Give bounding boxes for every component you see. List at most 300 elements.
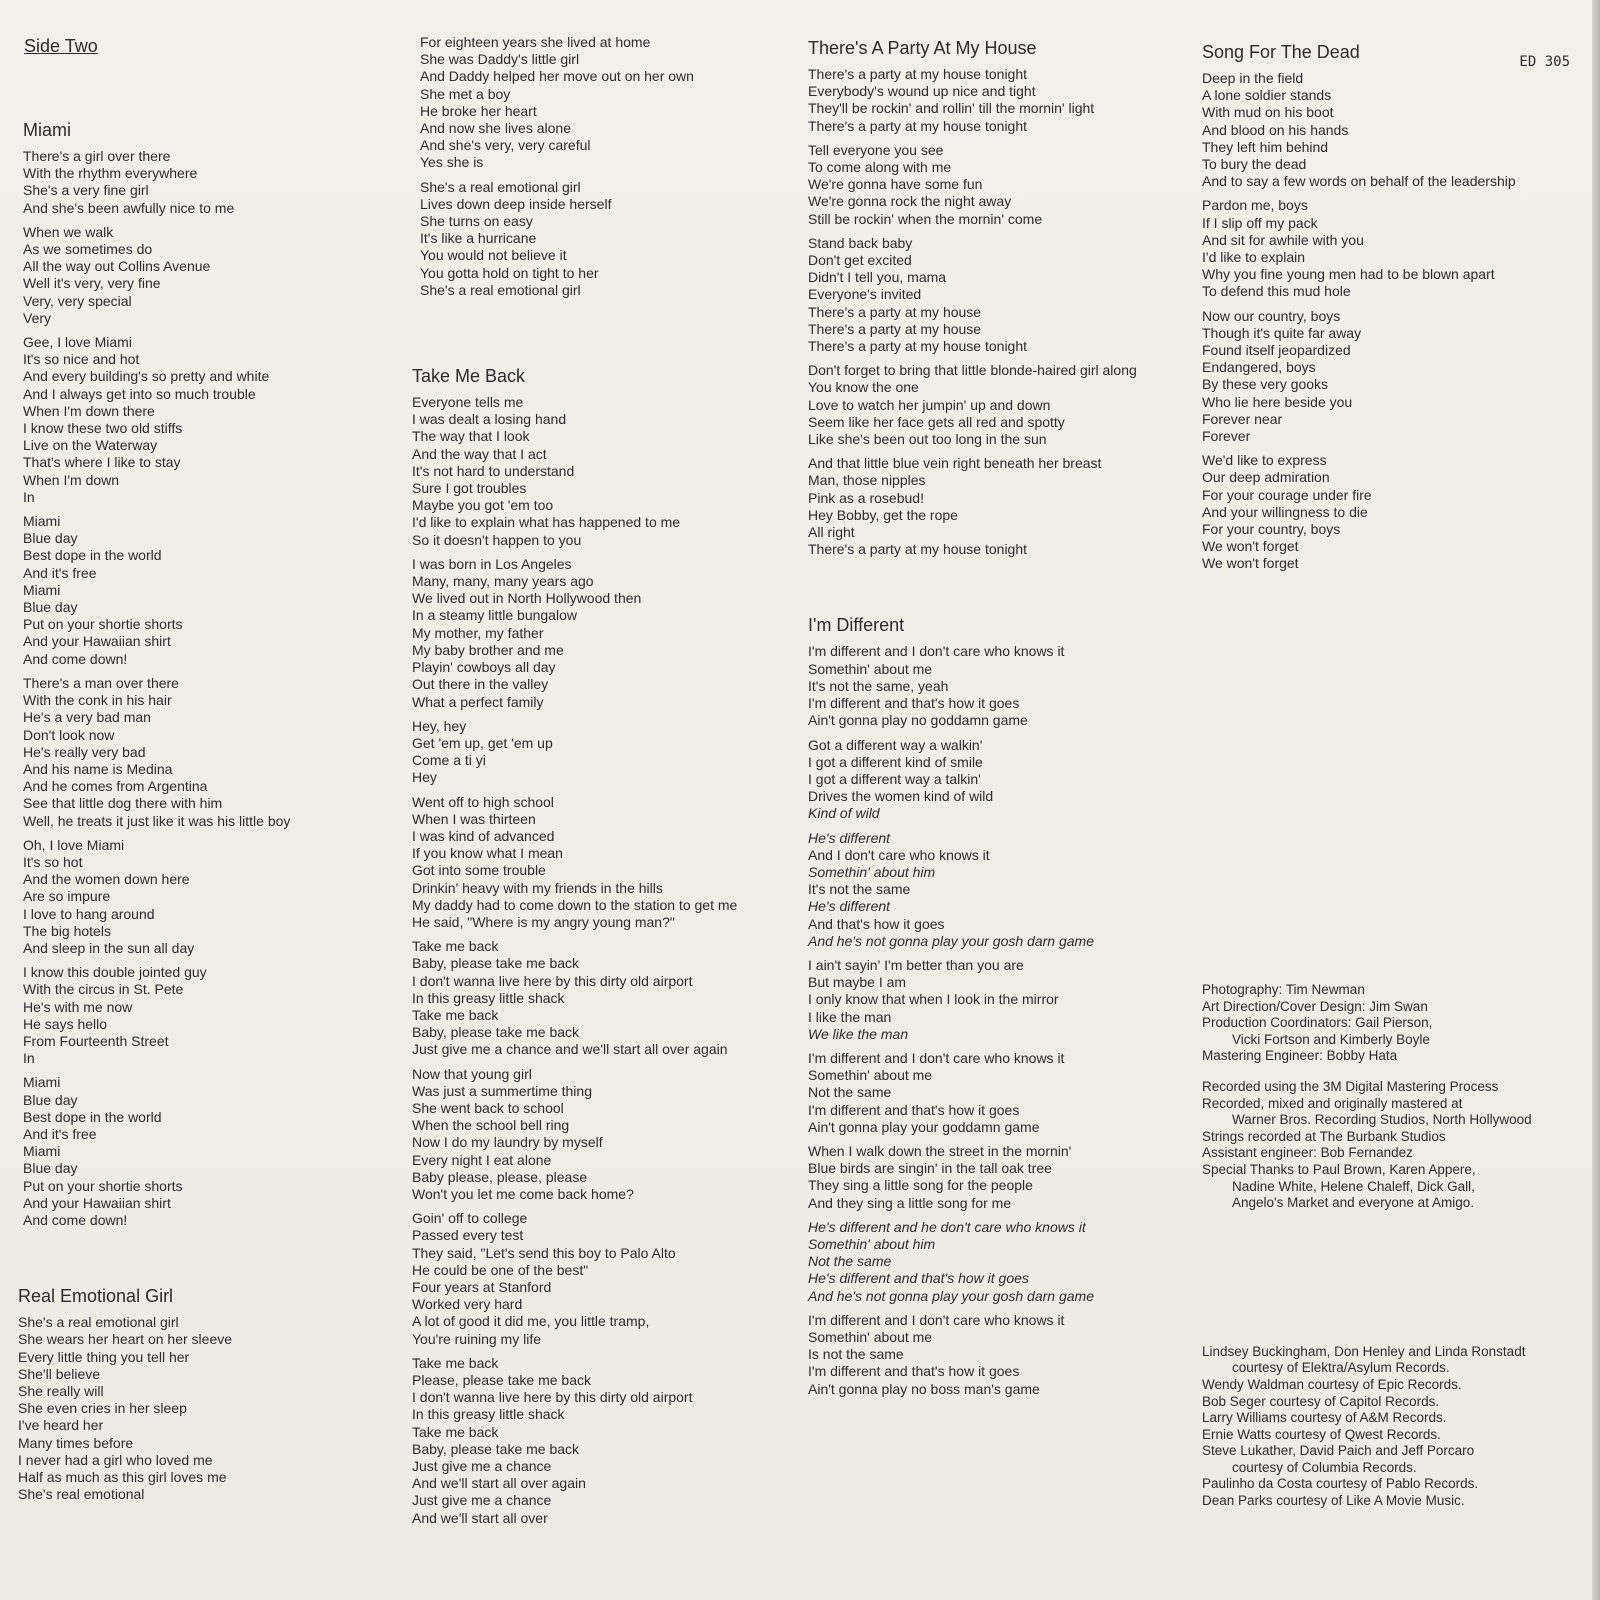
- lyric-line: Ain't gonna play no boss man's game: [808, 1380, 1040, 1397]
- lyric-line: If you know what I mean: [412, 845, 563, 862]
- lyric-line: Blue day: [23, 1160, 78, 1177]
- lyric-line: Not the same: [808, 1084, 892, 1101]
- lyric-line: And he's not gonna play your gosh darn game: [808, 932, 1094, 949]
- lyric-line: We like the man: [808, 1025, 909, 1042]
- lyric-line: Got a different way a walkin': [808, 736, 983, 753]
- lyric-line: That's where I like to stay: [23, 454, 181, 471]
- lyric-line: Still be rockin' when the mornin' come: [808, 210, 1043, 227]
- lyric-line: Best dope in the world: [23, 1108, 162, 1125]
- lyric-line: Every night I eat alone: [412, 1151, 552, 1168]
- stanza: [1202, 197, 1582, 300]
- stanza: [412, 556, 802, 711]
- lyric-line: I'd like to explain what has happened to me: [412, 514, 681, 531]
- lyric-line: And your willingness to die: [1202, 503, 1368, 520]
- lyric-line: There's a party at my house: [808, 303, 982, 320]
- stanza: [412, 938, 802, 1058]
- lyric-line: Now I do my laundry by myself: [412, 1134, 603, 1151]
- lyric-line: The way that I look: [412, 428, 530, 445]
- stanza: [412, 1210, 802, 1348]
- lyric-line: I was born in Los Angeles: [412, 555, 572, 572]
- lyric-line: Everyone tells me: [412, 394, 524, 411]
- lyric-line: Very, very special: [23, 292, 132, 309]
- lyric-line: You're ruining my life: [412, 1330, 542, 1347]
- lyric-line: My daddy had to come down to the station to get me: [412, 896, 738, 913]
- lyric-line: We're gonna rock the night away: [808, 193, 1012, 210]
- lyric-line: He's different: [808, 829, 891, 846]
- lyric-line: And come down!: [23, 1211, 128, 1228]
- lyric-line: And come down!: [23, 650, 128, 667]
- lyric-line: Went off to high school: [412, 793, 554, 810]
- lyric-line: Pardon me, boys: [1202, 197, 1308, 214]
- lyric-line: Hey: [412, 769, 437, 786]
- song-title-real-emotional-girl: Real Emotional Girl: [18, 1286, 174, 1307]
- lyric-line: And we'll start all over again: [412, 1475, 586, 1492]
- lyric-line: And she's very, very careful: [420, 137, 591, 154]
- credit-line: Dean Parks courtesy of Like A Movie Music.: [1202, 1493, 1465, 1509]
- lyric-line: Not the same: [808, 1253, 892, 1270]
- lyric-line: What a perfect family: [412, 693, 544, 710]
- column-2: [412, 0, 802, 1534]
- stanza: [412, 1066, 802, 1204]
- lyric-line: Endangered, boys: [1202, 359, 1316, 376]
- lyric-line: Now that young girl: [412, 1065, 532, 1082]
- lyric-line: It's not hard to understand: [412, 462, 575, 479]
- lyric-line: Half as much as this girl loves me: [18, 1469, 227, 1486]
- stanza: [23, 964, 408, 1067]
- lyric-line: Many times before: [18, 1434, 134, 1451]
- lyric-line: I'm different and I don't care who knows it: [808, 643, 1065, 660]
- lyric-line: With the circus in St. Pete: [23, 981, 184, 998]
- lyric-line: She's a real emotional girl: [420, 281, 581, 298]
- credit-line: Lindsey Buckingham, Don Henley and Linda Ronstadt: [1202, 1343, 1526, 1359]
- lyric-line: I know this double jointed guy: [23, 964, 207, 981]
- lyric-line: To defend this mud hole: [1202, 283, 1351, 300]
- lyric-line: Everyone's invited: [808, 286, 922, 303]
- stanza: [808, 830, 1198, 950]
- lyric-line: Many, many, many years ago: [412, 573, 594, 590]
- lyric-line: Playin' cowboys all day: [412, 659, 556, 676]
- lyric-line: In this greasy little shack: [412, 1406, 565, 1423]
- lyric-line: There's a girl over there: [23, 148, 171, 164]
- lyric-line: My mother, my father: [412, 624, 544, 641]
- lyric-line: It's like a hurricane: [420, 230, 537, 247]
- lyric-line: Just give me a chance and we'll start all over again: [412, 1041, 728, 1058]
- lyric-line: Gee, I love Miami: [23, 334, 132, 351]
- lyric-line: And they sing a little song for me: [808, 1194, 1012, 1211]
- lyric-line: He could be one of the best": [412, 1261, 589, 1278]
- lyric-line: She's a real emotional girl: [18, 1314, 179, 1331]
- lyric-line: From Fourteenth Street: [23, 1032, 169, 1049]
- song-title-different: I'm Different: [808, 615, 905, 636]
- lyric-line: Now our country, boys: [1202, 307, 1341, 324]
- stanza: [23, 837, 408, 957]
- lyric-line: She's real emotional: [18, 1486, 145, 1503]
- lyric-line: And he's not gonna play your gosh darn game: [808, 1287, 1094, 1304]
- lyric-line: Drives the women kind of wild: [808, 788, 994, 805]
- lyric-line: We lived out in North Hollywood then: [412, 590, 642, 607]
- song-title-miami: Miami: [23, 120, 71, 140]
- lyric-line: In: [23, 1050, 35, 1067]
- lyric-line: Though it's quite far away: [1202, 324, 1362, 341]
- lyric-line: I was dealt a losing hand: [412, 411, 567, 428]
- lyric-line: And we'll start all over: [412, 1509, 548, 1526]
- lyric-line: Sure I got troubles: [412, 480, 527, 497]
- lyric-line: You would not believe it: [420, 247, 567, 264]
- lyric-line: With the conk in his hair: [23, 692, 172, 709]
- lyric-line: My baby brother and me: [412, 641, 564, 658]
- lyric-line: He broke her heart: [420, 102, 537, 119]
- lyric-line: Don't look now: [23, 726, 115, 743]
- lyric-line: You gotta hold on tight to her: [420, 264, 599, 281]
- stanza: [420, 179, 802, 299]
- lyric-line: Lives down deep inside herself: [420, 195, 612, 212]
- lyric-line: With the rhythm everywhere: [23, 165, 198, 182]
- lyric-line: Take me back: [412, 1354, 499, 1371]
- credit-line: Recorded, mixed and originally mastered at: [1202, 1095, 1463, 1111]
- column-4: [1202, 0, 1582, 1509]
- lyric-line: I like the man: [808, 1008, 892, 1025]
- lyric-line: When I was thirteen: [412, 810, 536, 827]
- lyric-line: And she's been awfully nice to me: [23, 199, 235, 216]
- lyric-line: It's so hot: [23, 853, 83, 870]
- lyric-line: And sleep in the sun all day: [23, 939, 195, 956]
- lyric-line: When we walk: [23, 223, 114, 240]
- lyric-line: Take me back: [412, 1423, 499, 1440]
- credit-line: Mastering Engineer: Bobby Hata: [1202, 1048, 1398, 1064]
- catalog-number: ED 305: [1519, 54, 1570, 70]
- lyric-line: Was just a summertime thing: [412, 1082, 592, 1099]
- lyric-line: And it's free: [23, 564, 97, 581]
- stanza: [412, 794, 802, 932]
- lyric-line: He's with me now: [23, 998, 133, 1015]
- lyric-line: In: [23, 488, 35, 505]
- lyric-line: We'd like to express: [1202, 452, 1327, 469]
- lyric-line: Is not the same: [808, 1346, 904, 1363]
- lyric-line: He said, "Where is my angry young man?": [412, 913, 675, 930]
- lyric-line: Hey Bobby, get the rope: [808, 506, 958, 523]
- lyric-line: There's a party at my house tonight: [808, 117, 1028, 134]
- credits: [1202, 982, 1582, 1524]
- credits-recording: [1202, 1079, 1582, 1212]
- lyric-line: I never had a girl who loved me: [18, 1451, 213, 1468]
- lyric-line: He's different: [808, 898, 891, 915]
- lyric-line: The big hotels: [23, 922, 111, 939]
- stanza: [412, 718, 802, 787]
- lyric-line: There's a party at my house tonight: [808, 66, 1028, 82]
- credits-courtesy: [1202, 1344, 1582, 1510]
- lyric-line: Well, he treats it just like it was his little boy: [23, 812, 291, 829]
- lyric-line: See that little dog there with him: [23, 795, 223, 812]
- lyric-line: Didn't I tell you, mama: [808, 269, 947, 286]
- stanza: [808, 455, 1198, 558]
- column-1: [18, 0, 408, 1510]
- lyric-line: He's a very bad man: [23, 709, 151, 726]
- lyric-line: I ain't sayin' I'm better than you are: [808, 956, 1024, 973]
- lyric-line: Take me back: [412, 1006, 499, 1023]
- lyric-line: I've heard her: [18, 1417, 104, 1434]
- lyric-line: I'm different and that's how it goes: [808, 1101, 1020, 1118]
- lyric-line: Drinkin' heavy with my friends in the hills: [412, 879, 663, 896]
- lyric-line: And that little blue vein right beneath her breast: [808, 455, 1102, 472]
- credit-line: Angelo's Market and everyone at Amigo.: [1232, 1195, 1474, 1211]
- sleeve-edge: [1592, 0, 1600, 1600]
- stanza: [23, 334, 408, 506]
- lyric-line: She's a real emotional girl: [420, 178, 581, 195]
- stanza: [808, 66, 1198, 135]
- lyric-line: Baby, please take me back: [412, 955, 580, 972]
- lyric-line: For your country, boys: [1202, 521, 1341, 538]
- stanza: [808, 1050, 1198, 1136]
- lyric-line: She went back to school: [412, 1099, 564, 1116]
- lyric-line: And his name is Medina: [23, 760, 173, 777]
- song-title-party: There's A Party At My House: [808, 38, 1037, 58]
- credit-line: Paulinho da Costa courtesy of Pablo Records.: [1202, 1476, 1479, 1492]
- lyric-line: It's so nice and hot: [23, 351, 140, 368]
- lyric-line: Don't get excited: [808, 252, 912, 269]
- lyric-line: For your courage under fire: [1202, 486, 1372, 503]
- lyric-line: Ain't gonna play no goddamn game: [808, 712, 1028, 729]
- credits-production: [1202, 982, 1582, 1065]
- lyric-line: Pink as a rosebud!: [808, 489, 924, 506]
- lyric-line: By these very gooks: [1202, 376, 1329, 393]
- lyric-line: A lone soldier stands: [1202, 87, 1332, 104]
- lyric-line: To bury the dead: [1202, 156, 1307, 173]
- song-title-take-me-back: Take Me Back: [412, 366, 526, 387]
- lyric-line: And that's how it goes: [808, 915, 945, 932]
- lyric-line: Miami: [23, 1143, 61, 1160]
- stanza: [808, 362, 1198, 448]
- lyric-line: Baby, please take me back: [412, 1024, 580, 1041]
- lyric-line: All right: [808, 524, 855, 541]
- lyric-line: And blood on his hands: [1202, 121, 1349, 138]
- lyric-line: Found itself jeopardized: [1202, 342, 1351, 359]
- lyric-line: There's a man over there: [23, 674, 179, 691]
- lyric-line: For eighteen years she lived at home: [420, 34, 651, 50]
- lyric-line: Hey, hey: [412, 717, 467, 734]
- stanza: [23, 224, 408, 327]
- lyric-line: I know these two old stiffs: [23, 420, 183, 437]
- lyric-line: I love to hang around: [23, 905, 155, 922]
- lyrics-party: [808, 66, 1198, 558]
- lyric-line: And Daddy helped her move out on her own: [420, 68, 694, 85]
- stanza: [23, 675, 408, 830]
- lyric-line: We won't forget: [1202, 538, 1299, 555]
- stanza: [23, 513, 408, 668]
- lyrics-miami: [23, 148, 408, 1229]
- lyric-line: Yes she is: [420, 154, 484, 171]
- column-3: [808, 0, 1198, 1405]
- stanza: [808, 142, 1198, 228]
- lyric-line: I was kind of advanced: [412, 827, 555, 844]
- lyric-line: And your Hawaiian shirt: [23, 633, 171, 650]
- lyric-line: And it's free: [23, 1125, 97, 1142]
- lyric-line: And I don't care who knows it: [808, 846, 990, 863]
- stanza: [1202, 308, 1582, 446]
- stanza: [18, 1314, 408, 1503]
- lyric-line: Our deep admiration: [1202, 469, 1330, 486]
- lyric-line: Just give me a chance: [412, 1458, 552, 1475]
- lyric-line: She was Daddy's little girl: [420, 51, 580, 68]
- lyric-line: Maybe you got 'em too: [412, 497, 554, 514]
- lyric-line: Put on your shortie shorts: [23, 1177, 183, 1194]
- lyric-line: Ain't gonna play your goddamn game: [808, 1118, 1040, 1135]
- lyric-line: We won't forget: [1202, 555, 1299, 572]
- lyric-line: All the way out Collins Avenue: [23, 258, 211, 275]
- lyric-line: It's not the same, yeah: [808, 677, 949, 694]
- stanza: [1202, 452, 1582, 572]
- lyric-line: Every little thing you tell her: [18, 1348, 190, 1365]
- lyric-line: Got into some trouble: [412, 862, 546, 879]
- lyrics-dead: [1202, 70, 1582, 573]
- lyric-line: Somethin' about him: [808, 863, 936, 880]
- lyric-line: When I'm down there: [23, 402, 155, 419]
- credit-line: Production Coordinators: Gail Pierson,: [1202, 1015, 1433, 1031]
- lyric-line: Everybody's wound up nice and tight: [808, 83, 1036, 100]
- lyrics-different: [808, 643, 1198, 1397]
- lyric-line: He says hello: [23, 1015, 108, 1032]
- lyric-line: Why you fine young men had to be blown apart: [1202, 266, 1495, 283]
- lyric-line: You know the one: [808, 379, 919, 396]
- lyric-line: It's not the same: [808, 881, 911, 898]
- lyric-line: I don't wanna live here by this dirty old airport: [412, 1389, 693, 1406]
- stanza: [412, 394, 802, 549]
- stanza: [808, 1312, 1198, 1398]
- lyric-line: Miami: [23, 1074, 61, 1091]
- lyrics-real-emotional-girl-cont: [420, 34, 802, 299]
- credit-line: Photography: Tim Newman: [1202, 982, 1365, 997]
- lyric-line: In a steamy little bungalow: [412, 607, 577, 624]
- lyric-line: Somethin' about me: [808, 1329, 933, 1345]
- lyric-line: Passed every test: [412, 1227, 524, 1244]
- stanza: [808, 643, 1198, 729]
- lyric-line: Miami: [23, 581, 61, 598]
- lyric-line: I only know that when I look in the mirror: [808, 991, 1059, 1008]
- lyric-line: He's really very bad: [23, 743, 146, 760]
- lyric-line: She's a very fine girl: [23, 182, 149, 199]
- lyric-line: Are so impure: [23, 888, 111, 905]
- lyric-line: Blue day: [23, 1091, 78, 1108]
- lyric-line: Somethin' about me: [808, 660, 933, 677]
- stanza: [808, 1219, 1198, 1305]
- credit-line: courtesy of Columbia Records.: [1232, 1459, 1417, 1475]
- lyric-line: Well it's very, very fine: [23, 275, 161, 292]
- lyric-line: And the way that I act: [412, 445, 547, 462]
- lyric-line: And now she lives alone: [420, 120, 571, 137]
- lyric-line: To come along with me: [808, 159, 952, 176]
- credit-line: Ernie Watts courtesy of Qwest Records.: [1202, 1426, 1441, 1442]
- lyric-line: Seem like her face gets all red and spotty: [808, 413, 1065, 430]
- side-title: Side Two: [24, 36, 98, 56]
- credit-line: courtesy of Elektra/Asylum Records.: [1232, 1360, 1450, 1376]
- lyric-line: I got a different kind of smile: [808, 753, 983, 770]
- lyric-line: So it doesn't happen to you: [412, 531, 582, 548]
- lyric-line: We're gonna have some fun: [808, 176, 983, 193]
- credit-line: Strings recorded at The Burbank Studios: [1202, 1128, 1446, 1144]
- stanza: [412, 1355, 802, 1527]
- lyric-line: He's different and that's how it goes: [808, 1270, 1029, 1287]
- credit-line: Steve Lukather, David Paich and Jeff Porcaro: [1202, 1443, 1475, 1459]
- stanza: [808, 235, 1198, 355]
- lyric-line: And I always get into so much trouble: [23, 385, 256, 402]
- lyric-line: Forever: [1202, 428, 1251, 445]
- lyric-line: Best dope in the world: [23, 547, 162, 564]
- lyric-line: I'm different and that's how it goes: [808, 1363, 1020, 1380]
- lyric-line: Baby please, please, please: [412, 1168, 588, 1185]
- lyric-line: When I walk down the street in the mornin': [808, 1142, 1072, 1159]
- credit-line: Warner Bros. Recording Studios, North Hollywood: [1232, 1112, 1532, 1128]
- credit-line: Recorded using the 3M Digital Mastering Process: [1202, 1078, 1499, 1094]
- lyric-line: There's a party at my house tonight: [808, 541, 1028, 558]
- lyric-line: Like she's been out too long in the sun: [808, 431, 1047, 448]
- lyric-line: And your Hawaiian shirt: [23, 1194, 171, 1211]
- lyric-line: She really will: [18, 1383, 104, 1399]
- lyric-line: Don't forget to bring that little blonde-haired girl along: [808, 362, 1137, 379]
- lyric-line: Very: [23, 309, 52, 326]
- lyric-line: Take me back: [412, 938, 499, 955]
- stanza: [808, 737, 1198, 823]
- lyric-line: But maybe I am: [808, 974, 907, 991]
- stanza: [23, 148, 408, 217]
- lyric-line: Four years at Stanford: [412, 1279, 552, 1295]
- credit-line: Bob Seger courtesy of Capitol Records.: [1202, 1393, 1440, 1409]
- lyric-line: Just give me a chance: [412, 1492, 552, 1509]
- lyric-line: Love to watch her jumpin' up and down: [808, 396, 1051, 413]
- lyric-line: Tell everyone you see: [808, 141, 944, 158]
- lyric-line: Won't you let me come back home?: [412, 1185, 634, 1202]
- lyric-line: Goin' off to college: [412, 1210, 528, 1227]
- lyric-line: A lot of good it did me, you little tramp,: [412, 1313, 650, 1330]
- lyric-line: In this greasy little shack: [412, 989, 565, 1006]
- lyric-line: Put on your shortie shorts: [23, 616, 183, 633]
- credit-line: Vicki Fortson and Kimberly Boyle: [1232, 1031, 1430, 1047]
- lyric-line: She even cries in her sleep: [18, 1400, 187, 1417]
- lyric-line: They said, "Let's send this boy to Palo Alto: [412, 1244, 676, 1261]
- lyric-line: With mud on his boot: [1202, 104, 1334, 121]
- lyric-line: Live on the Waterway: [23, 437, 158, 454]
- lyric-line: Oh, I love Miami: [23, 836, 125, 853]
- lyric-line: Please, please take me back: [412, 1372, 591, 1389]
- lyric-line: They'll be rockin' and rollin' till the mornin' light: [808, 100, 1095, 117]
- lyric-line: She turns on easy: [420, 213, 533, 230]
- lyric-line: And every building's so pretty and white: [23, 368, 270, 385]
- lyric-line: There's a party at my house: [808, 320, 982, 337]
- credit-line: Wendy Waldman courtesy of Epic Records.: [1202, 1376, 1462, 1392]
- lyric-line: They left him behind: [1202, 138, 1329, 155]
- lyric-line: Baby, please take me back: [412, 1440, 580, 1457]
- lyric-line: And sit for awhile with you: [1202, 231, 1364, 248]
- lyric-line: Forever near: [1202, 410, 1283, 427]
- lyric-line: I'm different and that's how it goes: [808, 695, 1020, 712]
- stanza: [23, 1074, 408, 1229]
- lyric-line: Out there in the valley: [412, 676, 549, 693]
- lyric-line: I'm different and I don't care who knows it: [808, 1049, 1065, 1066]
- lyric-line: I'm different and I don't care who knows it: [808, 1311, 1065, 1328]
- lyric-line: She met a boy: [420, 85, 511, 102]
- song-title-dead: Song For The Dead: [1202, 42, 1360, 62]
- lyric-line: Blue day: [23, 530, 78, 547]
- credit-line: Larry Williams courtesy of A&M Records.: [1202, 1410, 1447, 1426]
- lyric-line: Somethin' about me: [808, 1067, 933, 1084]
- lyric-line: Blue birds are singin' in the tall oak tree: [808, 1160, 1052, 1177]
- lyric-line: Get 'em up, get 'em up: [412, 734, 553, 751]
- credit-line: Nadine White, Helene Chaleff, Dick Gall,: [1232, 1178, 1475, 1194]
- lyric-line: And the women down here: [23, 871, 190, 888]
- lyric-line: And to say a few words on behalf of the leadership: [1202, 173, 1516, 190]
- lyric-line: He's different and he don't care who knows it: [808, 1218, 1086, 1235]
- stanza: [420, 34, 802, 172]
- credit-line: Art Direction/Cover Design: Jim Swan: [1202, 998, 1428, 1014]
- stanza: [808, 1143, 1198, 1212]
